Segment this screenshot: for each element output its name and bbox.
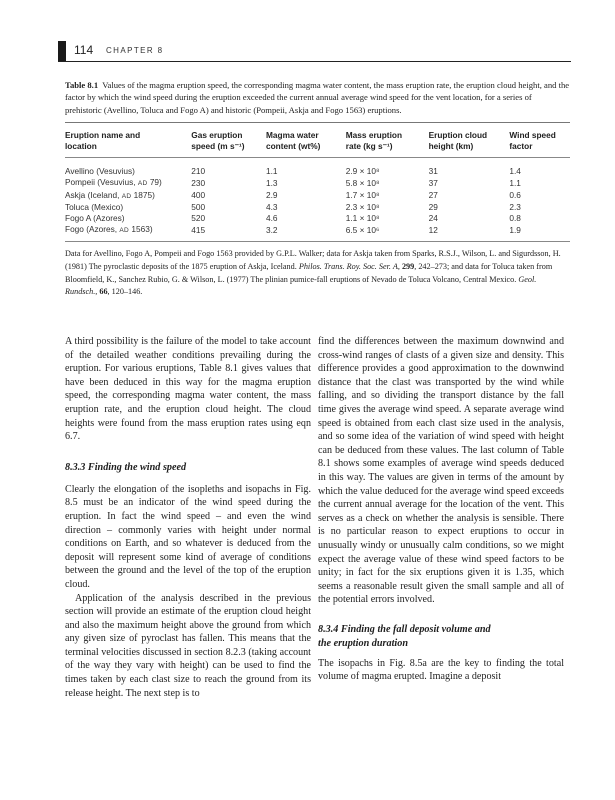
table-caption-label: Table 8.1 [65, 80, 99, 90]
table-source-note: Data for Avellino, Fogo A, Pompeii and Fogo 1563 provided by G.P.L. Walker; data for Askja taken from Sparks, R.S.J., Wilson, L. and Sigurdsson, H. (1981) The pyroclastic deposits of the 1875 eruption of Askja, Iceland. Philos. Trans. Roy. Soc. Ser. A, 299, 242–273; and data for Toluca taken from Bloomfield, K., Sanchez Rubio, G. & Wilson, L. (1977) The plinian pumice-fall eruptions of Nevado de Toluca Volcano, Central Mexico. Geol. Rundsch., 66, 120–146. [65, 249, 561, 297]
cell-gas-speed: 415 [191, 224, 266, 242]
paragraph: find the differences between the maximum downwind and cross-wind ranges of clasts of a given size and density. This difference provides a good approximation to the downwind distance that the clast was transported by the wind while falling, and so dividing the transport distance by the fall time gives the average wind speed. A separate average wind speed is obtained from each clast size used in the analysis, and so some idea of the variation of wind speed with height can be deduced from these values. The last column of Table 8.1 shows some examples of average wind speeds deduced in this way. The values are given in terms of the amount by which the value deduced for the average wind speed exceeds the current annual average for the location of the vent. This serves as a check on whether the analysis is sensible. There is no particular reason to expect eruptions to occur in unusually windy or unusually calm conditions, so we might expect the average value of these wind speed factors to be unity; in fact for the six eruptions given it is 1.35, which seems a reasonable result given the small sample and all of the potential errors involved. [318, 336, 564, 606]
paragraph: Application of the analysis described in the previous section will provide an estimate of the eruption cloud height and also the maximum height above the ground from which any given size of pyroclast has fallen. This means that the terminal velocities discussed in section 8.2.3 (taking account of the way they vary with height) can be used to find the times taken by each clast size to reach the ground from its release height. The next step is to [65, 592, 311, 699]
page-number: 114 [74, 43, 94, 57]
cell-water: 4.3 [265, 201, 278, 212]
cell-name: Askja (Iceland, AD 1875) [65, 189, 155, 200]
cell-wind-factor: 1.4 [509, 166, 521, 177]
cell-mass-rate: 1.7 × 10⁸ [345, 190, 380, 201]
table-row [65, 190, 570, 202]
cell-gas-speed: 500 [191, 201, 206, 212]
paragraph: Clearly the elongation of the isopleths and isopachs in Fig. 8.5 must be an indicator of the wind speed during the eruption. In fact the wind speed – and even the wind direction – commonly varies with height under normal conditions on Earth, and so whatever is deduced from the deposit will represent some kind of average of conditions between the ground and the level of the top of the eruption cloud. [65, 483, 311, 590]
cell-mass-rate: 2.3 × 10⁸ [345, 201, 380, 212]
chapter-label: CHAPTER 8 [106, 46, 164, 55]
right-text-column [318, 335, 564, 684]
cell-name: Toluca (Mexico) [65, 201, 124, 212]
cell-name: Pompeii (Vesuvius, AD 79) [65, 177, 162, 188]
table-row [65, 213, 570, 224]
cell-gas-speed: 210 [191, 166, 206, 177]
table-row [65, 158, 570, 178]
cell-water: 1.3 [265, 177, 278, 188]
col-header-mass-rate: Mass eruption rate (kg s⁻¹) [346, 130, 429, 158]
left-text-column [65, 335, 311, 700]
table-row [65, 202, 570, 213]
cell-water: 1.1 [265, 166, 278, 177]
col-header-wind-factor: Wind speed factor [509, 130, 570, 158]
cell-mass-rate: 2.9 × 10⁸ [345, 166, 380, 177]
cell-cloud-height: 37 [428, 177, 438, 188]
running-header [58, 41, 571, 62]
col-header-cloud-height: Eruption cloud height (km) [429, 130, 510, 158]
cell-name: Fogo (Azores, AD 1563) [65, 224, 191, 242]
table-caption [65, 79, 570, 123]
col-header-name: Eruption name and location [65, 130, 191, 158]
cell-cloud-height: 24 [428, 213, 438, 224]
col-header-water: Magma water content (wt%) [266, 130, 346, 158]
header-tab-mark [58, 41, 66, 61]
paragraph: The isopachs in Fig. 8.5a are the key to finding the total volume of magma erupted. Imagine a deposit [318, 657, 564, 683]
cell-cloud-height: 12 [429, 224, 510, 242]
cell-water: 3.2 [266, 224, 346, 242]
cell-gas-speed: 520 [191, 213, 206, 224]
cell-wind-factor: 2.3 [509, 201, 521, 212]
table-row [65, 224, 570, 242]
cell-name: Avellino (Vesuvius) [65, 166, 135, 177]
cell-cloud-height: 27 [428, 190, 438, 201]
cell-cloud-height: 29 [428, 201, 438, 212]
cell-gas-speed: 230 [191, 177, 206, 188]
cell-wind-factor: 0.6 [509, 190, 521, 201]
cell-wind-factor: 0.8 [509, 213, 521, 224]
cell-cloud-height: 31 [428, 166, 438, 177]
cell-wind-factor: 1.9 [509, 224, 570, 242]
cell-name: Fogo A (Azores) [65, 213, 125, 224]
paragraph: A third possibility is the failure of the model to take account of the detailed weather conditions prevailing during the eruption. For various eruptions, Table 8.1 gives values that have been deduced in this way for the magma eruption speed, the corresponding magma water content, the mass eruption rate, and the eruption cloud height. The cloud heights were found from the mass eruption rates using eqn 6.7. [65, 336, 311, 443]
cell-mass-rate: 1.1 × 10⁸ [345, 213, 380, 224]
section-heading-8-3-4: 8.3.4 Finding the fall deposit volume and the eruption duration [318, 623, 491, 649]
cell-mass-rate: 5.8 × 10⁸ [345, 177, 380, 188]
cell-gas-speed: 400 [191, 190, 206, 201]
table-header-row [65, 130, 570, 158]
table-caption-text: Values of the magma eruption speed, the corresponding magma water content, the mass eruption rate, the eruption cloud height, and the factor by which the wind speed during the eruption exceeded the current annual average wind speed for the vent location, for a series of prehistoric (Avellino, Toluca and Fogo A) and historic (Pompeii, Askja and Fogo 1563) eruptions. [65, 80, 570, 115]
col-header-gas-speed: Gas eruption speed (m s⁻¹) [191, 130, 266, 158]
eruption-data-table [65, 130, 570, 242]
cell-mass-rate: 6.5 × 10⁶ [346, 224, 429, 242]
cell-water: 2.9 [265, 190, 278, 201]
cell-wind-factor: 1.1 [509, 177, 521, 188]
cell-water: 4.6 [265, 213, 278, 224]
table-row [65, 177, 570, 189]
section-heading-8-3-3: 8.3.3 Finding the wind speed [65, 461, 187, 473]
table-8-1 [65, 79, 570, 299]
